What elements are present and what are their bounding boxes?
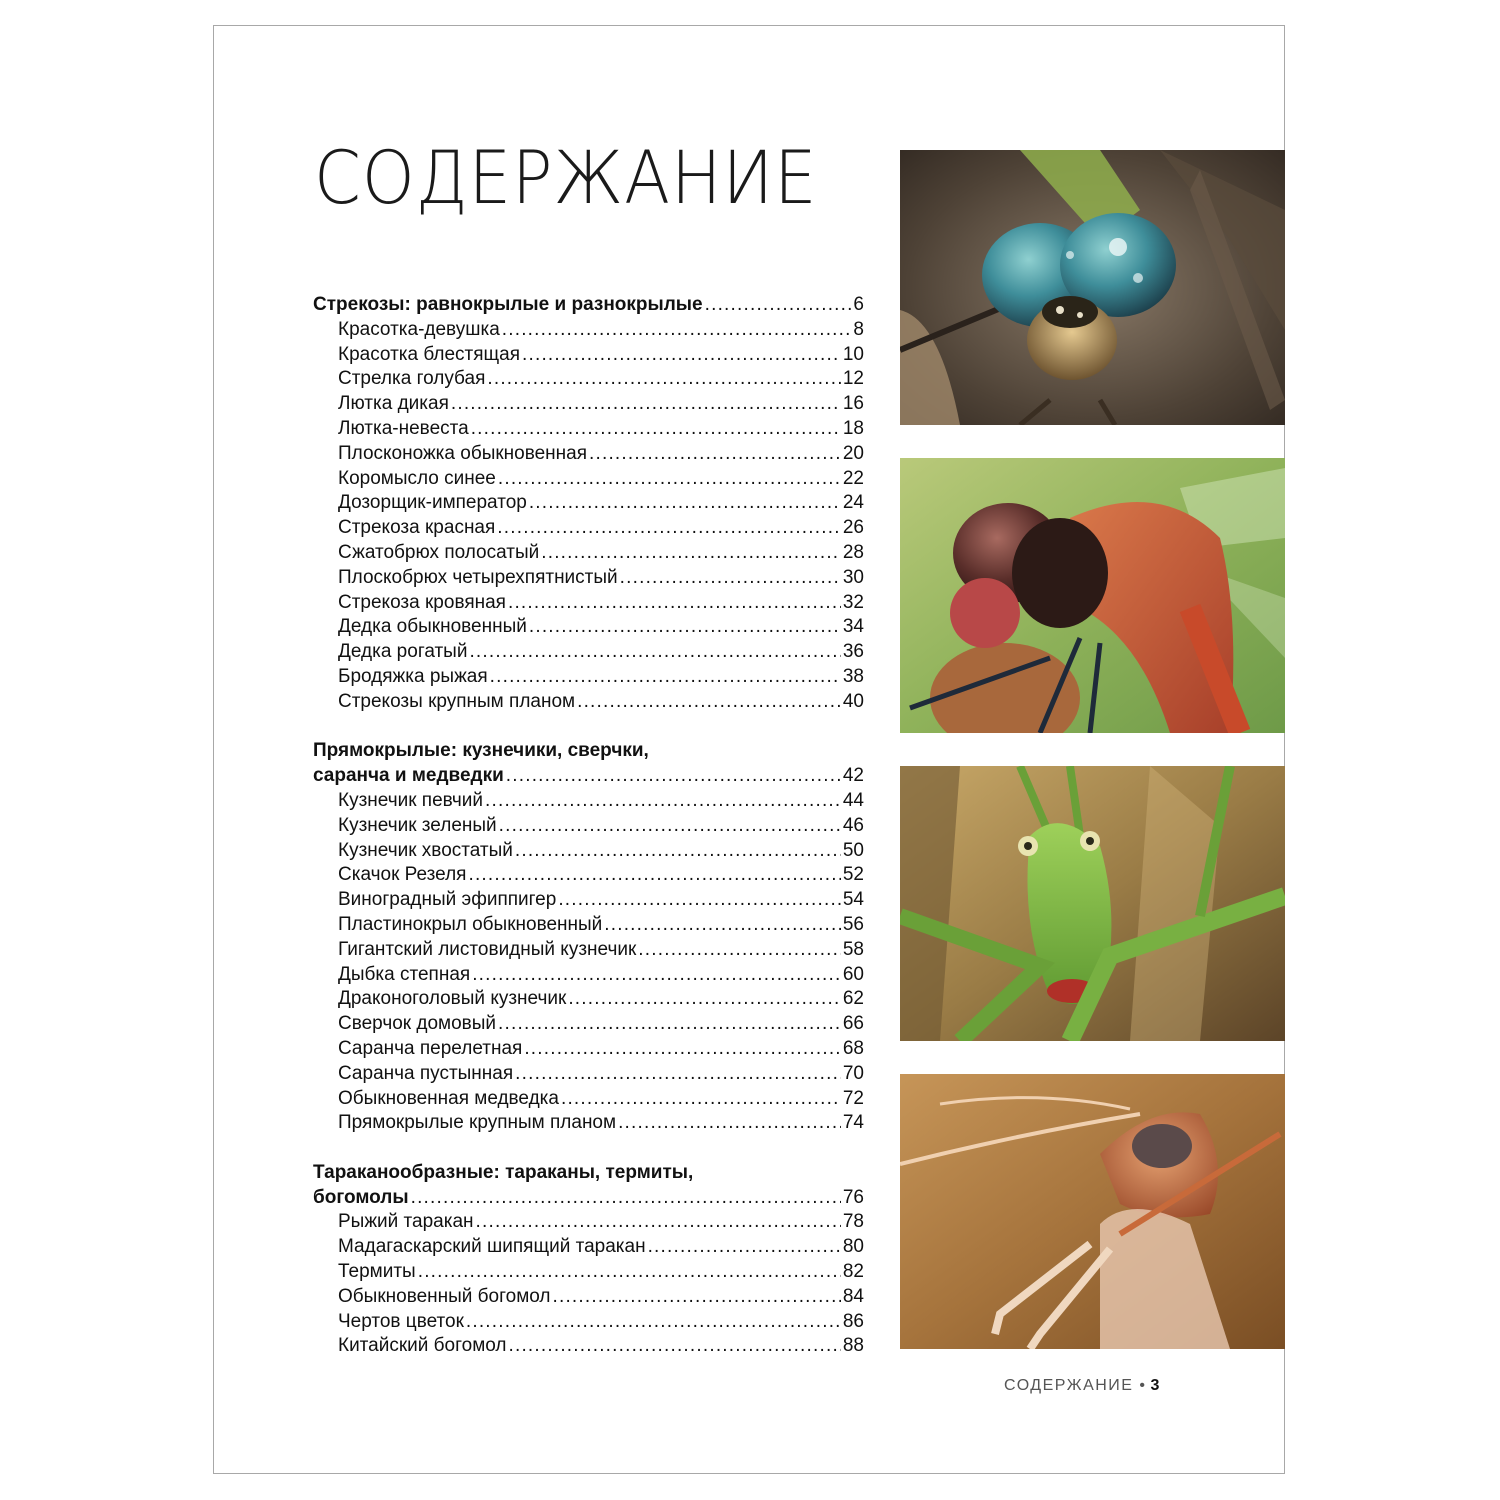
toc-section	[313, 293, 864, 715]
toc-entry-label: Китайский богомол	[338, 1335, 507, 1357]
toc-entry-label: Коромысло синее	[338, 467, 496, 489]
toc-entry[interactable]	[313, 367, 864, 392]
toc-entry[interactable]	[313, 1235, 864, 1260]
dot-leader	[561, 1087, 841, 1112]
toc-entry-page-number: 40	[842, 690, 864, 712]
dot-leader	[515, 839, 841, 864]
toc-entry-page-number: 8	[853, 318, 864, 340]
toc-entry[interactable]	[313, 963, 864, 988]
toc-entry[interactable]	[313, 541, 864, 566]
dot-leader	[451, 392, 841, 417]
toc-entry-page-number: 70	[842, 1062, 864, 1084]
footer-label: СОДЕРЖАНИЕ •	[1004, 1377, 1147, 1394]
dot-leader	[618, 1111, 841, 1136]
toc-entry-page-number: 16	[842, 393, 864, 415]
dot-leader	[485, 789, 841, 814]
toc-entry-label: Дыбка степная	[338, 963, 471, 985]
toc-entry-page-number: 34	[842, 616, 864, 638]
toc-entry-page-number: 20	[842, 442, 864, 464]
dot-leader	[553, 1285, 841, 1310]
section-heading-label: Стрекозы: равнокрылые и разнокрылые	[313, 294, 703, 315]
section-heading-label: богомолы	[313, 1186, 409, 1208]
dot-leader	[499, 814, 841, 839]
toc-entry-page-number: 46	[842, 814, 864, 836]
dot-leader	[476, 1210, 841, 1235]
toc-entry-label: Пластинокрыл обыкновенный	[338, 913, 603, 935]
toc-entry[interactable]	[313, 1210, 864, 1235]
toc-entry-page-number: 26	[842, 517, 864, 539]
toc-entry-page-number: 58	[842, 938, 864, 960]
toc-entry[interactable]	[313, 442, 864, 467]
toc-entry-label: Плосконожка обыкновенная	[338, 442, 588, 464]
toc-entry[interactable]	[313, 789, 864, 814]
dot-leader	[490, 665, 841, 690]
dot-leader	[498, 1012, 841, 1037]
toc-entry-page-number: 80	[842, 1236, 864, 1258]
toc-entry[interactable]	[313, 467, 864, 492]
dot-leader	[638, 938, 841, 963]
section-heading[interactable]	[313, 293, 864, 318]
dot-leader	[487, 367, 841, 392]
toc-entry-label: Драконоголовый кузнечик	[338, 988, 567, 1010]
toc-entry[interactable]	[313, 417, 864, 442]
toc-entry[interactable]	[313, 1037, 864, 1062]
dot-leader	[466, 1310, 841, 1335]
dot-leader	[411, 1186, 841, 1211]
toc-entry[interactable]	[313, 839, 864, 864]
toc-entry[interactable]	[313, 1062, 864, 1087]
toc-entry-page-number: 28	[842, 541, 864, 563]
toc-entry-label: Дозорщик-император	[338, 492, 527, 514]
toc-entry[interactable]	[313, 615, 864, 640]
toc-entry-label: Мадагаскарский шипящий таракан	[338, 1236, 646, 1258]
dot-leader	[529, 615, 841, 640]
toc-entry[interactable]	[313, 938, 864, 963]
toc-entry[interactable]	[313, 1260, 864, 1285]
toc-entry[interactable]	[313, 1087, 864, 1112]
dragonfly-head-photo	[900, 150, 1285, 425]
toc-entry-page-number: 22	[842, 467, 864, 489]
toc-entry[interactable]	[313, 888, 864, 913]
toc-entry-page-number: 56	[842, 913, 864, 935]
section-page-number: 76	[842, 1186, 864, 1208]
toc-entry[interactable]	[313, 1334, 864, 1359]
photo-column	[900, 150, 1285, 1382]
dot-leader	[568, 987, 841, 1012]
section-heading-line: Тараканообразные: тараканы, термиты,	[313, 1161, 694, 1183]
toc-entry-label: Сжатобрюх полосатый	[338, 541, 540, 563]
toc-entry-label: Стрекоза кровяная	[338, 591, 506, 613]
toc-entry[interactable]	[313, 665, 864, 690]
dot-leader	[509, 1334, 841, 1359]
toc-entry-page-number: 74	[842, 1112, 864, 1134]
grasshopper-photo	[900, 766, 1285, 1041]
toc-entry-page-number: 44	[842, 789, 864, 811]
toc-entry-page-number: 88	[842, 1335, 864, 1357]
dot-leader	[418, 1260, 841, 1285]
toc-entry-page-number: 82	[842, 1261, 864, 1283]
toc-entry-page-number: 78	[842, 1211, 864, 1233]
page-number: 3	[1150, 1377, 1160, 1394]
dot-leader	[522, 343, 841, 368]
dot-leader	[589, 442, 841, 467]
toc-entry-page-number: 18	[842, 417, 864, 439]
toc-entry-label: Кузнечик зеленый	[338, 814, 497, 836]
toc-entry-label: Стрелка голубая	[338, 368, 486, 390]
dot-leader	[497, 516, 841, 541]
toc-entry-label: Лютка дикая	[338, 393, 449, 415]
page-footer	[1004, 1377, 1159, 1395]
section-heading-label: саранча и медведки	[313, 765, 504, 787]
toc-entry[interactable]	[313, 640, 864, 665]
toc-entry-page-number: 66	[842, 1013, 864, 1035]
toc-entry-label: Кузнечик певчий	[338, 789, 484, 811]
dot-leader	[541, 541, 841, 566]
toc-entry-label: Кузнечик хвостатый	[338, 839, 513, 861]
toc-entry[interactable]	[313, 392, 864, 417]
toc-entry-label: Дедка обыкновенный	[338, 616, 527, 638]
toc-entry[interactable]	[313, 1111, 864, 1136]
toc-entry-label: Скачок Резеля	[338, 864, 467, 886]
table-of-contents	[313, 293, 864, 1384]
toc-entry-label: Рыжий таракан	[338, 1211, 474, 1233]
toc-entry-page-number: 72	[842, 1087, 864, 1109]
dot-leader	[469, 640, 840, 665]
dot-leader	[468, 863, 840, 888]
dot-leader	[515, 1062, 841, 1087]
toc-entry-page-number: 84	[842, 1285, 864, 1307]
toc-entry-page-number: 12	[842, 368, 864, 390]
toc-entry-label: Лютка-невеста	[338, 417, 469, 439]
dot-leader	[558, 888, 841, 913]
toc-entry[interactable]	[313, 690, 864, 715]
toc-entry-page-number: 86	[842, 1310, 864, 1332]
toc-entry[interactable]	[313, 491, 864, 516]
dot-leader	[648, 1235, 841, 1260]
toc-entry-label: Сверчок домовый	[338, 1013, 497, 1035]
toc-entry-page-number: 50	[842, 839, 864, 861]
toc-entry[interactable]	[313, 1012, 864, 1037]
dot-leader	[524, 1037, 841, 1062]
toc-entry-label: Плоскобрюх четырехпятнистый	[338, 566, 618, 588]
dot-leader	[705, 293, 852, 318]
toc-section	[313, 739, 864, 1136]
toc-entry-page-number: 60	[842, 963, 864, 985]
toc-entry-label: Дедка рогатый	[338, 641, 468, 663]
toc-entry[interactable]	[313, 913, 864, 938]
dot-leader	[620, 566, 841, 591]
toc-entry-page-number: 62	[842, 988, 864, 1010]
toc-entry-page-number: 68	[842, 1037, 864, 1059]
toc-entry-page-number: 24	[842, 492, 864, 514]
toc-entry-label: Термиты	[338, 1261, 416, 1283]
toc-entry-label: Саранча перелетная	[338, 1037, 523, 1059]
toc-entry-page-number: 54	[842, 889, 864, 911]
toc-entry-label: Гигантский листовидный кузнечик	[338, 938, 637, 960]
toc-entry-label: Красотка-девушка	[338, 318, 500, 340]
toc-entry-page-number: 32	[842, 591, 864, 613]
toc-entry-page-number: 36	[842, 641, 864, 663]
section-page-number: 6	[853, 294, 864, 315]
toc-entry-label: Обыкновенная медведка	[338, 1087, 559, 1109]
toc-entry[interactable]	[313, 1285, 864, 1310]
toc-entry-label: Виноградный эфиппигер	[338, 889, 557, 911]
red-dragonfly-photo	[900, 458, 1285, 733]
toc-entry-label: Чертов цветок	[338, 1310, 464, 1332]
toc-entry-label: Бродяжка рыжая	[338, 665, 488, 687]
dot-leader	[529, 491, 841, 516]
dot-leader	[502, 318, 852, 343]
toc-entry[interactable]	[313, 318, 864, 343]
toc-entry[interactable]	[313, 343, 864, 368]
dot-leader	[604, 913, 841, 938]
dot-leader	[498, 467, 841, 492]
toc-entry[interactable]	[313, 863, 864, 888]
page-title: СОДЕРЖАНИЕ	[314, 136, 818, 221]
toc-entry[interactable]	[313, 1310, 864, 1335]
toc-entry-label: Красотка блестящая	[338, 343, 521, 365]
toc-entry[interactable]	[313, 566, 864, 591]
toc-entry[interactable]	[313, 591, 864, 616]
dot-leader	[471, 417, 841, 442]
section-page-number: 42	[842, 765, 864, 787]
toc-entry[interactable]	[313, 516, 864, 541]
section-heading-line: Прямокрылые: кузнечики, сверчки,	[313, 740, 649, 762]
toc-entry-label: Обыкновенный богомол	[338, 1285, 551, 1307]
section-heading[interactable]	[313, 764, 864, 789]
toc-entry-page-number: 38	[842, 665, 864, 687]
dot-leader	[472, 963, 841, 988]
book-page	[213, 25, 1285, 1474]
toc-entry-page-number: 10	[842, 343, 864, 365]
toc-entry-label: Прямокрылые крупным планом	[338, 1112, 617, 1134]
dot-leader	[508, 591, 841, 616]
dot-leader	[506, 764, 841, 789]
dot-leader	[577, 690, 841, 715]
toc-entry-label: Стрекоза красная	[338, 517, 496, 539]
toc-entry[interactable]	[313, 987, 864, 1012]
toc-section	[313, 1161, 864, 1359]
section-heading[interactable]	[313, 1186, 864, 1211]
toc-entry[interactable]	[313, 814, 864, 839]
toc-entry-page-number: 30	[842, 566, 864, 588]
toc-entry-label: Саранча пустынная	[338, 1062, 514, 1084]
toc-entry-page-number: 52	[842, 864, 864, 886]
toc-entry-label: Стрекозы крупным планом	[338, 690, 576, 712]
cockroach-photo	[900, 1074, 1285, 1349]
